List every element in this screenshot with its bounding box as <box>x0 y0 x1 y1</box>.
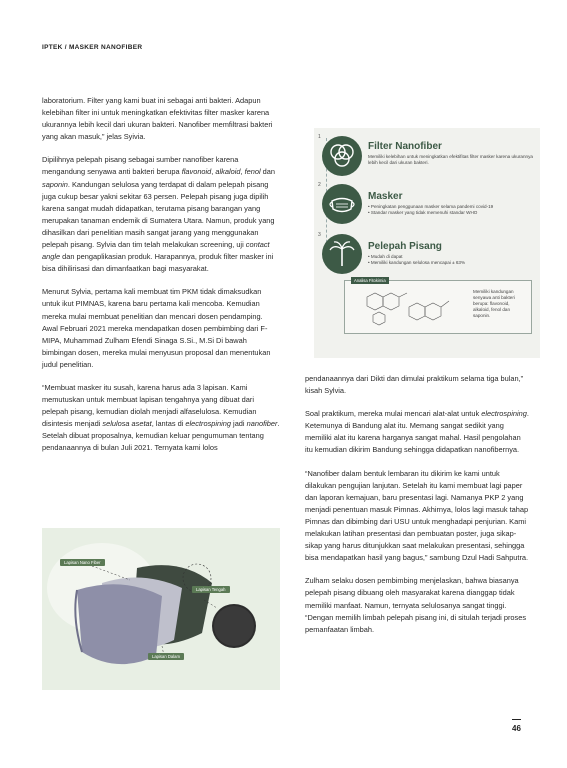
mask-layers-photo <box>42 528 280 690</box>
step-title: Masker <box>368 191 403 202</box>
paragraph: Soal praktikum, mereka mulai mencari alat-alat untuk electrospining. Ketemunya di Bandung alat itu. Memang sangat sedikit yang memiliki alat itu karena harganya sangat mahal. Hasil pengolahan itu kemudian dikirim Bandung sehingga didapatkan nanofibernya. <box>305 409 529 455</box>
step-title: Pelepah Pisang <box>368 241 442 252</box>
step-number: 2 <box>318 182 321 188</box>
analysis-tag: Analisa Fitokimia <box>351 277 389 284</box>
step-description: Memiliki kelebihan untuk meningkatkan efektifitas filter masker karena ukurannya lebih kecil dari ukuran bakteri. <box>368 154 533 165</box>
paragraph: pendanaannya dari Dikti dan dimulai praktikum selama tiga bulan,” kisah Sylvia. <box>305 374 524 396</box>
infographic-panel <box>314 128 540 358</box>
mask-illustration <box>42 528 280 690</box>
filter-icon <box>322 136 362 176</box>
step-title: Filter Nanofiber <box>368 141 442 152</box>
paragraph: “Membuat masker itu susah, karena harus ada 3 lapisan. Kami memutuskan untuk membuat lapisan tengahnya yang dibuat dari pelepah pisang, kemudian diolah menjadi alfaselulosa. Kemudian disintesis menjadi selulosa asetat, lantas di electrospining jadi nanofiber. Setelah dibuat proposalnya, kemudian keluar pengumuman tentang pendanaannya di bulan Juli 2021. Ternyata kami lolos <box>42 382 280 453</box>
step-number: 3 <box>318 232 321 238</box>
article-right-column <box>305 373 530 647</box>
step-description: • Mudah di dapat • Memiliki kandungan selulosa mencapai ± 63% <box>368 254 466 265</box>
banana-tree-icon <box>322 234 362 274</box>
section-header: IPTEK / MASKER NANOFIBER <box>42 44 143 51</box>
chemical-structures-illustration <box>353 287 465 327</box>
phytochemical-analysis-box <box>344 280 532 334</box>
step-number: 1 <box>318 134 321 140</box>
paragraph: “Nanofiber dalam bentuk lembaran itu dikirim ke kami untuk dilakukan pengujian lanjutan. Setelah itu kami membuat lagi paper dan laporan kemajuan, baru presentasi lagi. Namanya PKP 2 yang menjadi penentuan masuk Pimnas. Akhirnya, lolos lagi masuk tahap Pimnas dan dibimbing dari USU untuk menghadapi penjurian. Kami melakukan latihan presentasi dan pembuatan poster, juga sikap-sikap yang harus ditunjukkan saat melakukan presentasi, sehingga bisa mendapatkan hasil yang bagus,” sambung Dzul Hadi Sahputra. <box>305 468 529 563</box>
paragraph: laboratorium. Filter yang kami buat ini sebagai anti bakteri. Adapun kelebihan filter ini untuk meningkatkan efektivitas filter masker karena ukurannya lebih kecil dari ukuran bakteri. Nanofiber memfiltrasi bakteri yang akan masuk,” jelas Syivia. <box>42 96 273 142</box>
article-left-column <box>42 95 280 466</box>
analysis-text: Memiliki kandungan senyawa anti bakteri berupa: flavonoid, alkaloid, fenol dan saponin. <box>473 289 515 318</box>
page-number: 46 <box>512 724 521 733</box>
paragraph: Menurut Sylvia, pertama kali membuat tim PKM tidak dimaksudkan untuk ikut PIMNAS, karena baru pertama kali mencoba. Kemudian mereka mulai membuat penelitian dan mencari dosen pendamping. Awal Februari 2021 mereka mendapatkan dosen pembimbing dari F-MIPA, Muhammad Zulham Efendi Sinaga S.Si., M.Si Di bawah bimbingan dosen, mereka mulai menyusun proposal dan menentukan judul penelitian. <box>42 287 271 369</box>
page-number-rule <box>512 719 521 720</box>
layer-label-middle: Lapisan Tengah <box>192 586 230 593</box>
layer-label-nanofiber: Lapisan Nano Fiber <box>60 559 105 566</box>
layer-label-inner: Lapisan Dalam <box>148 653 184 660</box>
paragraph: Dipilihnya pelepah pisang sebagai sumber nanofiber karena mengandung senyawa anti bakteri berupa flavonoid, alkaloid, fenol dan saponin. Kandungan selulosa yang terdapat di dalam pelepah pisang juga cukup besar yakni sekitar 63 persen. Pelepah pisang juga dipilih karena sangat mudah didapatkan, terutama pisang barangan yang merupakan tanaman endemik di Sumatera Utara. Namun, produk yang dihasilkan dari penelitian masih sangat jarang yang menggunakan pelepah pisang. Sylvia dan tim telah melakukan screening, uji contact angle dan pengaplikasian produk. Harapannya, produk filter masker ini bisa dihilirisasi dan dimanfaatkan bagi masyarakat. <box>42 155 275 274</box>
paragraph: Zulham selaku dosen pembimbing menjelaskan, bahwa biasanya pelepah pisang dibuang oleh masyarakat karena dianggap tidak memiliki manfaat. Namun, ternyata selulosanya sangat tinggi. “Dengan memilih limbah pelepah pisang ini, di situlah terjadi proses pemanfaatan limbah. <box>305 576 527 634</box>
step-description: • Peningkatan penggunaan masker selama pandemi covid-19 • Standar masker yang tidak memenuhi standar WHO <box>368 204 494 215</box>
mask-icon <box>322 184 362 224</box>
